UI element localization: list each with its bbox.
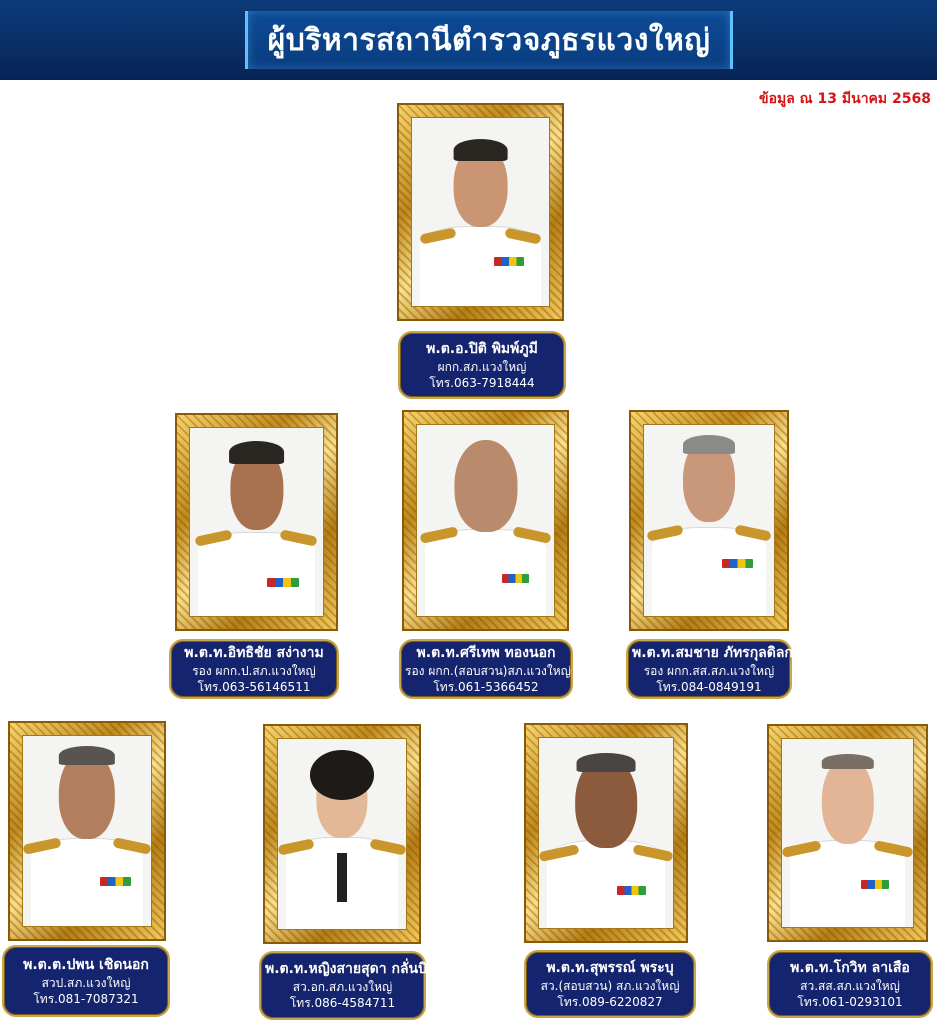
- portrait-frame-0: [397, 103, 564, 321]
- officer-position: รอง ผกก.ป.สภ.แวงใหญ่: [192, 663, 316, 678]
- portrait-photo: [781, 738, 914, 928]
- officer-phone: โทร.089-6220827: [557, 994, 663, 1009]
- name-plaque-7: [767, 950, 933, 1018]
- portrait-photo: [189, 427, 324, 617]
- officer-phone: โทร.081-7087321: [33, 991, 139, 1006]
- portrait-frame-3: [629, 410, 789, 631]
- officer-position: รอง ผกก.(สอบสวน)สภ.แวงใหญ่: [405, 663, 571, 678]
- name-plaque-3: [626, 639, 792, 699]
- name-plaque-0: [398, 331, 566, 399]
- officer-position: สว.สส.สภ.แวงใหญ่: [800, 978, 900, 993]
- title-box: [245, 11, 733, 69]
- officer-name: พ.ต.อ.ปิติ พิมพ์ภูมี: [426, 340, 538, 357]
- officer-name: พ.ต.ท.ศรีเทพ ทองนอก: [416, 644, 556, 661]
- portrait-frame-6: [524, 723, 688, 943]
- portrait-frame-4: [8, 721, 166, 941]
- officer-name: พ.ต.ท.โกวิท ลาเสือ: [790, 959, 910, 976]
- name-plaque-6: [524, 950, 696, 1018]
- portrait-frame-7: [767, 724, 928, 942]
- page-title: ผู้บริหารสถานีตำรวจภูธรแวงใหญ่: [267, 22, 711, 58]
- officer-name: พ.ต.ท.หญิงสายสุดา กลั่นบิดา: [265, 961, 444, 977]
- portrait-frame-1: [175, 413, 338, 631]
- date-note: ข้อมูล ณ 13 มีนาคม 2568: [759, 91, 931, 107]
- portrait-photo: [22, 735, 152, 927]
- officer-position: ผกก.สภ.แวงใหญ่: [437, 359, 527, 374]
- officer-name: พ.ต.ท.อิทธิชัย สง่างาม: [184, 644, 324, 661]
- portrait-photo: [277, 738, 407, 930]
- portrait-photo: [538, 737, 674, 929]
- name-plaque-1: [169, 639, 339, 699]
- officer-phone: โทร.086-4584711: [289, 996, 396, 1010]
- officer-phone: โทร.061-5366452: [433, 679, 539, 694]
- name-plaque-4: [2, 945, 170, 1017]
- officer-position: รอง ผกก.สส.สภ.แวงใหญ่: [643, 663, 775, 678]
- officer-position: สว.อก.สภ.แวงใหญ่: [292, 980, 393, 994]
- officer-phone: โทร.084-0849191: [656, 679, 762, 694]
- officer-name: พ.ต.ต.ปพน เชิดนอก: [23, 956, 149, 973]
- officer-phone: โทร.061-0293101: [797, 994, 903, 1009]
- portrait-photo: [416, 424, 555, 617]
- portrait-frame-5: [263, 724, 421, 944]
- portrait-frame-2: [402, 410, 569, 631]
- portrait-photo: [411, 117, 550, 307]
- portrait-photo: [643, 424, 775, 617]
- officer-name: พ.ต.ท.สมชาย ภัทรกุลดิลก: [632, 644, 793, 661]
- officer-name: พ.ต.ท.สุพรรณ์ พระบุ: [546, 959, 674, 976]
- name-plaque-2: [399, 639, 573, 699]
- officer-phone: โทร.063-7918444: [429, 375, 535, 390]
- officer-position: สวป.สภ.แวงใหญ่: [41, 975, 131, 990]
- officer-position: สว.(สอบสวน) สภ.แวงใหญ่: [540, 978, 680, 993]
- name-plaque-5: [259, 951, 444, 1020]
- officer-phone: โทร.063-56146511: [197, 679, 311, 694]
